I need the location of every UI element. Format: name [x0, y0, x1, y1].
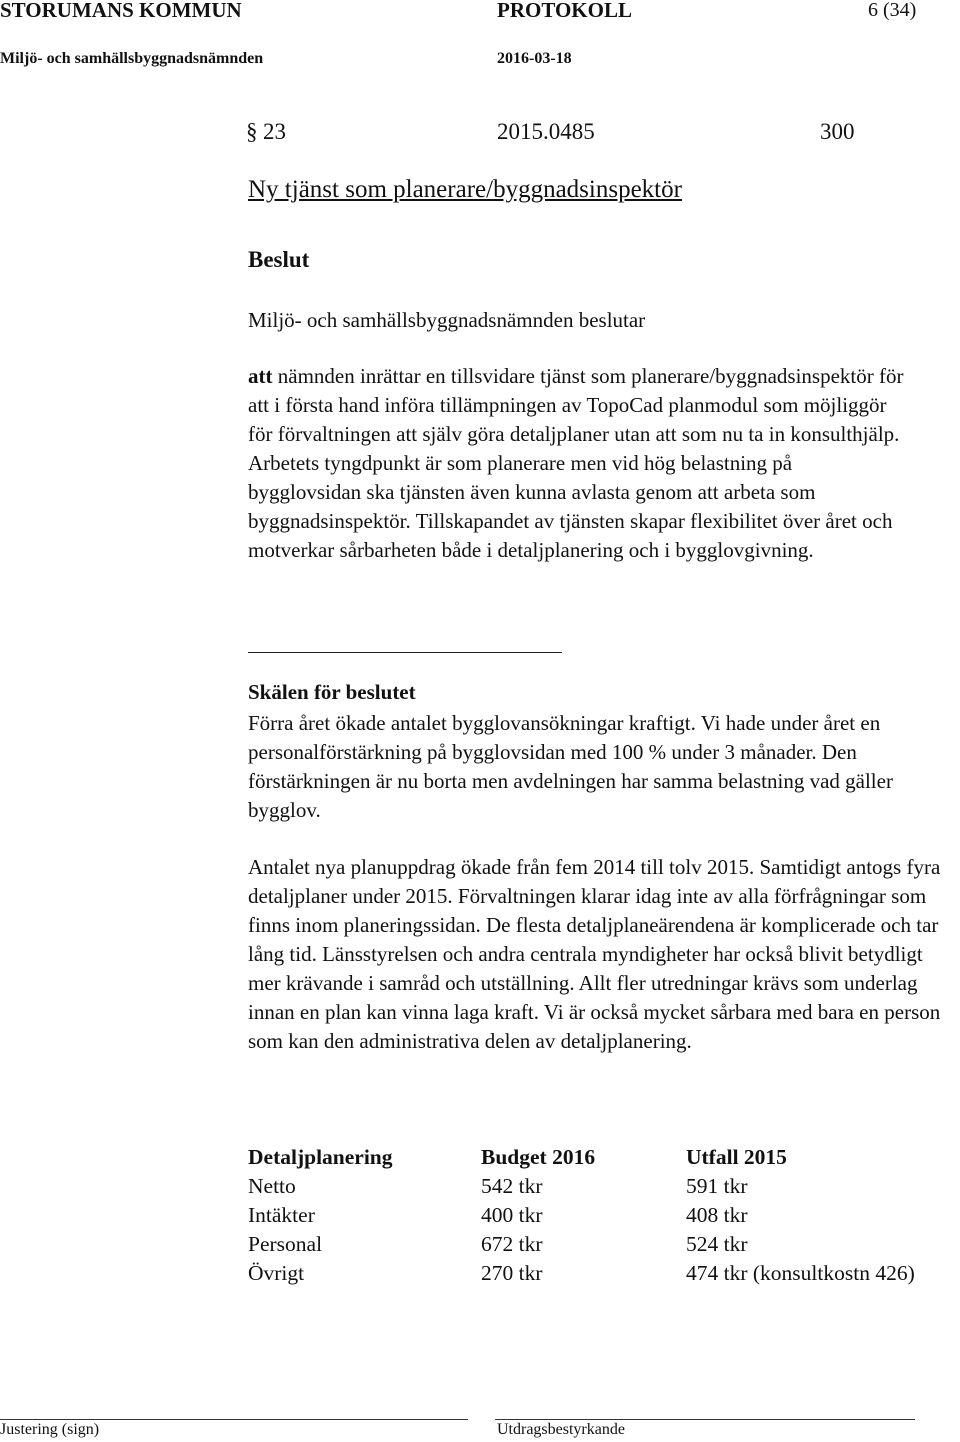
- table-row: [248, 1230, 915, 1259]
- case-number: 2015.0485: [497, 119, 595, 144]
- table-row: [248, 1259, 915, 1288]
- committee-name: Miljö- och samhällsbyggnadsnämnden: [0, 50, 264, 67]
- section-title: Ny tjänst som planerare/byggnadsinspektör: [248, 176, 682, 203]
- table-cell: 542 tkr: [481, 1174, 543, 1198]
- signature-line-left: [0, 1419, 468, 1420]
- paragraph-symbol: §: [246, 119, 258, 144]
- decision-text: [248, 362, 908, 565]
- table-cell: Intäkter: [248, 1203, 315, 1227]
- table-cell: Övrigt: [248, 1261, 305, 1285]
- decision-body: nämnden inrättar en tillsvidare tjänst som planerare/byggnadsinspektör för att i första hand införa tillämpningen av TopoCad planmodul som möjliggör för förvaltningen att själv göra detaljplaner utan att som nu ta in konsulthjälp. Arbetets tyngdpunkt är som planerare men vid hög belastning på bygglovsidan ska tjänsten även kunna avlasta genom att arbeta som byggnadsinspektör. Tillskapandet av tjänsten skapar flexibilitet över året och motverkar sårbarheten både i detaljplanering och i bygglovgivning.: [248, 364, 904, 562]
- table-header-cell: Utfall 2015: [686, 1145, 787, 1169]
- reasons-paragraph-1: Förra året ökade antalet bygglovansökningar kraftigt. Vi hade under året en personalförstärkning på bygglovsidan med 100 % under 3 månader. Den förstärkningen är nu borta men avdelningen har samma belastning vad gäller bygglov.: [248, 711, 893, 822]
- meeting-date: 2016-03-18: [497, 50, 572, 67]
- signature-line-right: [495, 1419, 915, 1420]
- section-number: 23: [263, 119, 286, 144]
- municipality-name: STORUMANS KOMMUN: [0, 0, 242, 22]
- table-header-cell: Budget 2016: [481, 1145, 596, 1169]
- table-cell: 408 tkr: [686, 1203, 748, 1227]
- table-row: [248, 1201, 915, 1230]
- signature-label: Justering (sign): [0, 1421, 100, 1438]
- divider: [248, 652, 562, 653]
- table-header-row: [248, 1143, 915, 1172]
- table-row: [248, 1172, 915, 1201]
- section-code: 300: [820, 119, 855, 144]
- table-cell: 270 tkr: [481, 1261, 543, 1285]
- reasons-heading: Skälen för beslutet: [248, 680, 416, 704]
- table-header-cell: Detaljplanering: [248, 1145, 393, 1169]
- table-cell: Netto: [248, 1174, 296, 1198]
- table-cell: Personal: [248, 1232, 323, 1256]
- page-number: 6 (34): [868, 0, 917, 21]
- table-cell: 474 tkr (konsultkostn 426): [686, 1261, 915, 1285]
- att-label: att: [248, 364, 273, 388]
- certification-label: Utdragsbestyrkande: [497, 1421, 625, 1438]
- decision-heading: Beslut: [248, 247, 310, 272]
- table-cell: 524 tkr: [686, 1232, 748, 1256]
- document-type: PROTOKOLL: [497, 0, 632, 22]
- table-cell: 400 tkr: [481, 1203, 543, 1227]
- table-cell: 591 tkr: [686, 1174, 748, 1198]
- decision-intro: Miljö- och samhällsbyggnadsnämnden beslutar: [248, 308, 646, 332]
- reasons-paragraph-2: Antalet nya planuppdrag ökade från fem 2014 till tolv 2015. Samtidigt antogs fyra detaljplaner under 2015. Förvaltningen klarar idag inte av alla förfrågningar som finns inom planeringssidan. De flesta detaljplaneärendena är komplicerade och tar lång tid. Länsstyrelsen och andra centrala myndigheter har också blivit betydligt mer krävande i samråd och utställning. Allt fler utredningar krävs som underlag innan en plan kan vinna laga kraft. Vi är också mycket sårbara med bara en person som kan den administrativa delen av detaljplanering.: [248, 855, 941, 1053]
- budget-table: [248, 1143, 915, 1288]
- table-cell: 672 tkr: [481, 1232, 543, 1256]
